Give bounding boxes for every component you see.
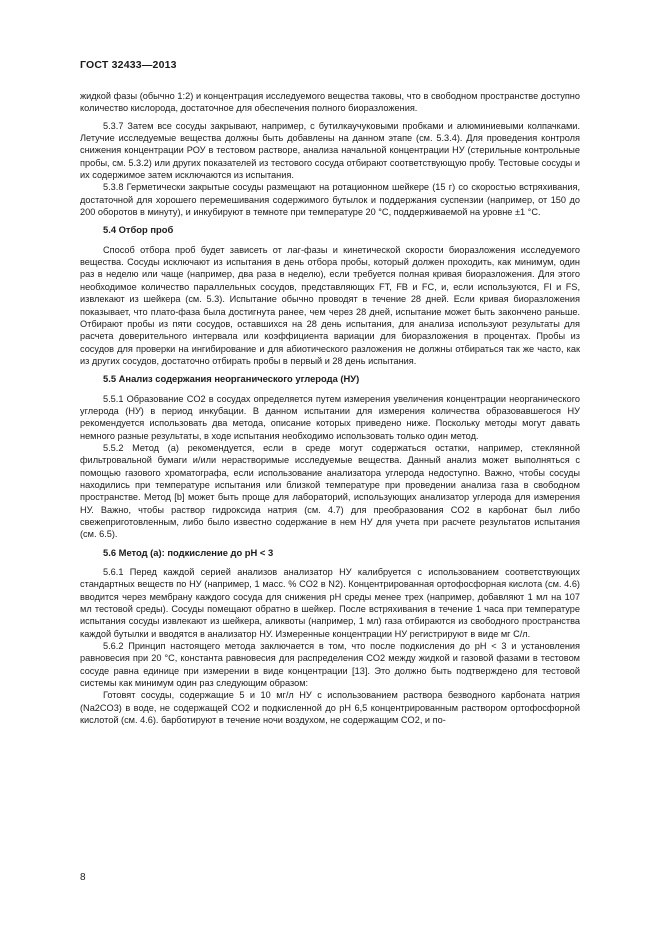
paragraph-5-5-2: 5.5.2 Метод (а) рекомендуется, если в среде могут содержаться остатки, например, стеклянной фильтровальной бумаги и/или нерастворимые исследуемые вещества. Данный анализ может выполняться с помощью газового хроматографа, если использование анализатора углерода недоступно. Важно, чтобы сосуды находились при температуре испытания или близкой температуре при проведении анализа газа в свободном пространстве. Метод [b] может быть проще для лабораторий, использующих анализатор углерода для измерения НУ. Важно, чтобы раствор гидроксида натрия (см. 4.7) для преобразования CO2 в карбонат был либо свежеприготовленным, либо было известно содержание в нем НУ для учета при расчете результатов испытания (см. 6.5).	[80, 442, 580, 540]
document-body	[80, 90, 580, 732]
paragraph-5-3-8: 5.3.8 Герметически закрытые сосуды размещают на ротационном шейкере (15 г) со скоростью встряхивания, достаточной для хорошего перемешивания содержимого бутылок и поддержания суспензии (например, от 150 до 200 оборотов в минуту), и инкубируют в темноте при температуре 20 °С, поддерживаемой на уровне ±1 °С.	[80, 182, 580, 218]
standard-header: ГОСТ 32433—2013	[80, 59, 177, 71]
paragraph-5-5-1: 5.5.1 Образование CO2 в сосудах определяется путем измерения увеличения концентрации неорганического углерода (НУ) в период инкубации. В данном испытании для измерения количества образовавшегося НУ рекомендуется использовать два метода, описание которых приведено ниже. Поскольку методы могут давать немного разные результаты, в ходе испытания необходимо использовать только один метод.	[80, 393, 580, 441]
section-heading-5-6: 5.6 Метод (а): подкисление до pH < 3	[103, 546, 274, 558]
paragraph-5-6-2: 5.6.2 Принцип настоящего метода заключается в том, что после подкисления до pH < 3 и установления равновесия при 20 °С, константа равновесия для распределения CO2 между жидкой и газовой фазами в тестовом сосуде равна единице при измерении в виде концентрации [13]. Это должно быть подтверждено для тестовой системы как минимум один раз следующим образом:	[80, 641, 580, 689]
page-number: 8	[80, 872, 86, 883]
paragraph-5-3-7: 5.3.7 Затем все сосуды закрывают, например, с бутилкаучуковыми пробками и алюминиевыми колпачками. Летучие исследуемые вещества должны быть добавлены на данном этапе (см. 5.3.4). Для проведения контроля снижения концентрации РОУ в тестовом растворе, анализа начальной концентрации НУ (стерильные контрольные пробы, см. 5.3.2) или других показателей из тестового сосуда отбирают соответствующую пробу. Тестовые сосуды и их содержимое затем исключаются из испытания.	[80, 120, 580, 181]
paragraph-5-4: Способ отбора проб будет зависеть от лаг-фазы и кинетической скорости биоразложения исследуемого вещества. Сосуды исключают из испытания в день отбора пробы, который должен проходить, как минимум, один раз в неделю или чаще (например, два раза в неделю), если требуется полная кривая биоразложения. Для этого необходимое количество параллельных сосудов, представляющих FT, FB и FC, и, если используются, FI и FS, извлекают из шейкера (см. 5.3). Испытание обычно проводят в течение 28 дней. Если кривая биоразложения показывает, что плато-фаза была достигнута ранее, чем через 28 дней, испытание может быть закончено раньше. Отбирают пробы из пяти сосудов, оставшихся на 28 день испытания, для анализа используют результаты для расчета доверительного интервала или коэффициента вариации для биоразложения в процентах. Пробы из сосудов для проверки на ингибирование и для абиотического разложения не должны отбираться так же часто, как из других сосудов, достаточно отбирать пробы в первый и 28 день испытания.	[80, 244, 580, 366]
paragraph-continuation: жидкой фазы (обычно 1:2) и концентрация исследуемого вещества таковы, что в свободном пространстве доступно количество кислорода, достаточное для обеспечения полного биоразложения.	[80, 91, 580, 114]
section-heading-5-5: 5.5 Анализ содержания неорганического углерода (НУ)	[103, 373, 360, 385]
paragraph-5-6-2-procedure: Готовят сосуды, содержащие 5 и 10 мг/л НУ с использованием раствора безводного карбоната натрия (Na2CO3) в воде, не содержащей CO2 и подкисленной до pH 6,5 концентрированным раствором ортофосфорной кислотой (см. 4.6). барботируют в течение ночи воздухом, не содержащим CO2, и по-	[80, 690, 580, 726]
section-heading-5-4: 5.4 Отбор проб	[103, 224, 174, 236]
paragraph-5-6-1: 5.6.1 Перед каждой серией анализов анализатор НУ калибруется с использованием соответствующих стандартных веществ по НУ (например, 1 масс. % CO2 в N2). Концентрированная ортофосфорная кислота (см. 4.6) вводится через мембрану каждого сосуда для снижения pH среды менее трех (например, добавляют 1 мл на 107 мл тестовой среды). Сосуды помещают обратно в шейкер. После встряхивания в течение 1 часа при температуре испытания сосуды извлекают из шейкера, аликвоты (например, 1 мл) газа отбираются из свободного пространства каждой бутылки и вводятся в анализатор НУ. Измеренные концентрации НУ регистрируют в виде мг С/л.	[80, 567, 580, 639]
